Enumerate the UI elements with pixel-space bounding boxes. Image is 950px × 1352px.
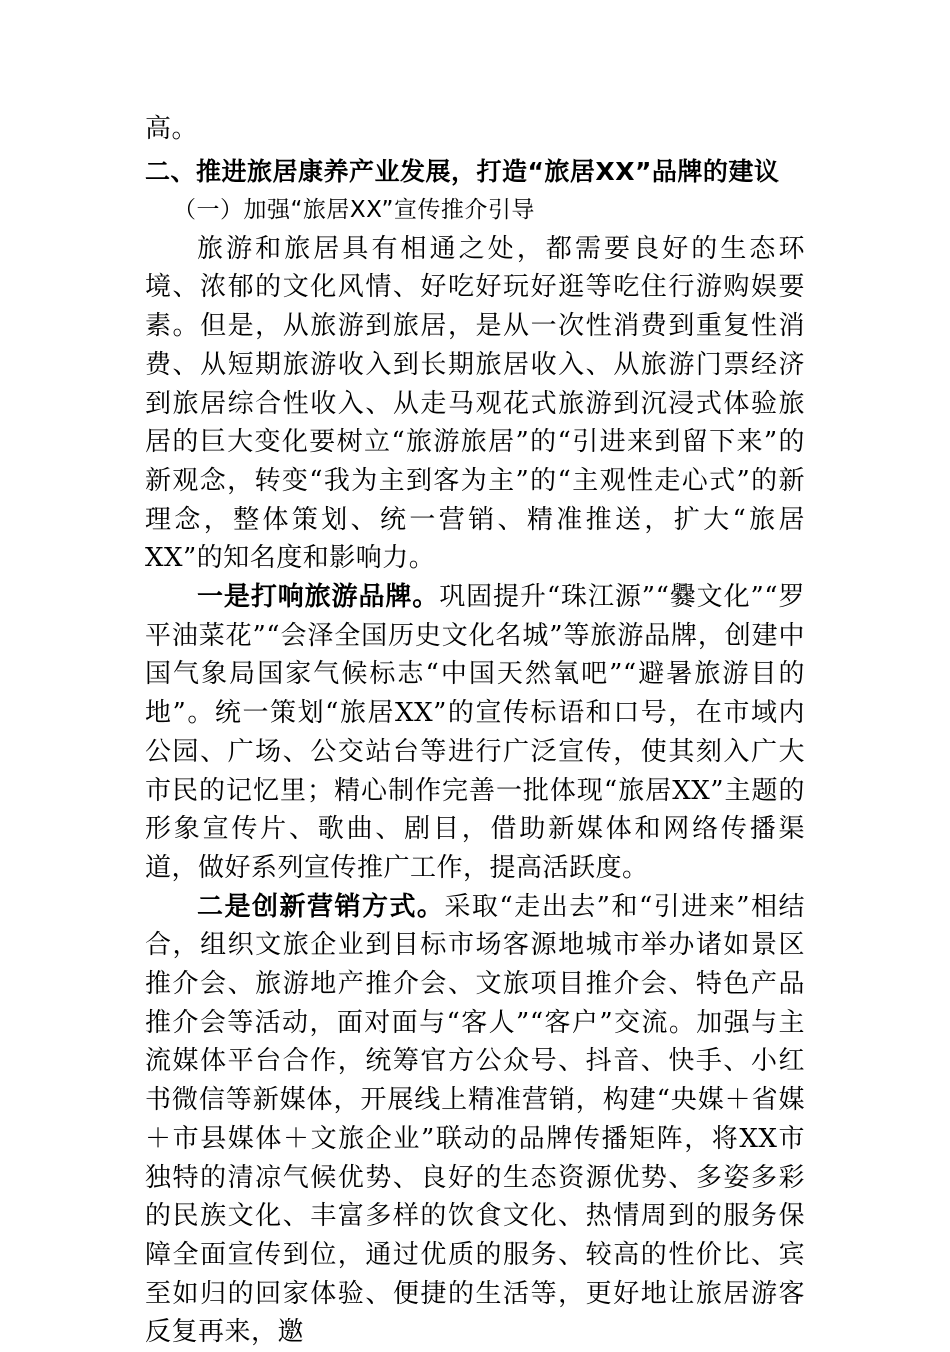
body-paragraph bbox=[145, 888, 805, 1352]
body-paragraph bbox=[145, 578, 805, 888]
carryover-text: 高。 bbox=[145, 114, 199, 144]
paragraph-text: 旅游和旅居具有相通之处，都需要良好的生态环境、浓郁的文化风情、好吃好玩好逛等吃住行游购娱要素。但是，从旅游到旅居，是从一次性消费到重复性消费、从短期旅游收入到长期旅居收入、从旅游门票经济到旅居综合性收入、从走马观花式旅游到沉浸式体验旅居的巨大变化要树立“旅游旅居”的“引进来到留下来”的新观念，转变“我为主到客为主”的“主观性走心式”的新理念，整体策划、统一营销、精准推送，扩大“旅居XX”的知名度和影响力。 bbox=[145, 233, 805, 574]
sub-heading: （一）加强“旅居XX”宣传推介引导 bbox=[173, 196, 535, 223]
paragraph-text: 巩固提升“珠江源”“爨文化”“罗平油菜花”“会泽全国历史文化名城”等旅游品牌，创建中国气象局国家气候标志“中国天然氧吧”“避暑旅游目的地”。统一策划“旅居XX”的宣传标语和口号，在市域内公园、广场、公交站台等进行广泛宣传，使其刻入广大市民的记忆里；精心制作完善一批体现“旅居XX”主题的形象宣传片、歌曲、剧目，借助新媒体和网络传播渠道，做好系列宣传推广工作，提高活跃度。 bbox=[145, 582, 805, 883]
document-page bbox=[145, 110, 805, 1352]
paragraph-text: 采取“走出去”和“引进来”相结合，组织文旅企业到目标市场客源地城市举办诸如景区推介会、旅游地产推介会、文旅项目推介会、特色产品推介会等活动，面对面与“客人”“客户”交流。加强与主流媒体平台合作，统筹官方公众号、抖音、快手、小红书微信等新媒体，开展线上精准营销，构建“央媒＋省媒＋市县媒体＋文旅企业”联动的品牌传播矩阵，将XX市独特的清凉气候优势、良好的生态资源优势、多姿多彩的民族文化、丰富多样的饮食文化、热情周到的服务保障全面宣传到位，通过优质的服务、较高的性价比、宾至如归的回家体验、便捷的生活等，更好地让旅居游客反复再来，邀 bbox=[145, 891, 805, 1348]
paragraph-lead: 一是打响旅游品牌。 bbox=[197, 582, 440, 613]
paragraph-lead: 二是创新营销方式。 bbox=[197, 891, 445, 922]
section-heading: 二、推进旅居康养产业发展，打造“旅居XX”品牌的建议 bbox=[145, 156, 780, 186]
body-paragraph bbox=[145, 230, 805, 578]
